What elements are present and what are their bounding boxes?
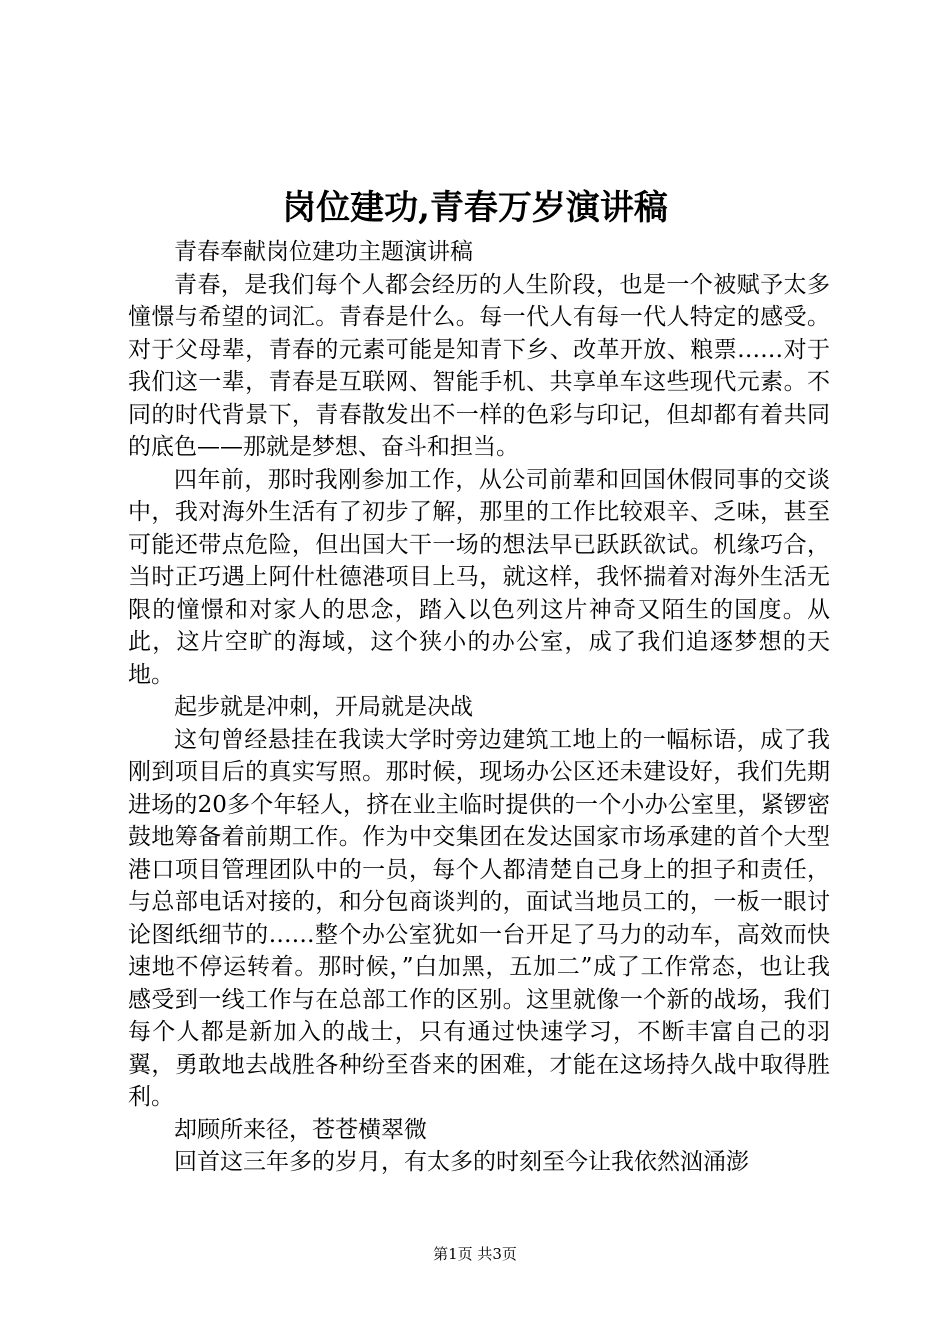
body-paragraph: 这句曾经悬挂在我读大学时旁边建筑工地上的一幅标语，成了我刚到项目后的真实写照。那时候，现场办公区还未建设好，我们先期进场的20多个年轻人，挤在业主临时提供的一个小办公室里，紧锣密鼓地筹备着前期工作。作为中交集团在发达国家市场承建的首个大型港口项目管理团队中的一员，每个人都清楚自己身上的担子和责任，与总部电话对接的，和分包商谈判的，面试当地员工的，一板一眼讨论图纸细节的……整个办公室犹如一台开足了马力的动车，高效而快速地不停运转着。那时候，”白加黑，五加二”成了工作常态，也让我感受到一线工作与在总部工作的区别。这里就像一个新的战场，我们每个人都是新加入的战士，只有通过快速学习，不断丰富自己的羽翼，勇敢地去战胜各种纷至沓来的困难，才能在这场持久战中取得胜利。 [128,726,830,1110]
body-paragraph: 青春，是我们每个人都会经历的人生阶段，也是一个被赋予太多憧憬与希望的词汇。青春是什么。每一代人有每一代人特定的感受。对于父母辈，青春的元素可能是知青下乡、改革开放、粮票……对于我们这一辈，青春是互联网、智能手机、共享单车这些现代元素。不同的时代背景下，青春散发出不一样的色彩与印记，但却都有着共同的底色——那就是梦想、奋斗和担当。 [128,271,830,460]
body-paragraph: 回首这三年多的岁月，有太多的时刻至今让我依然汹涌澎 [174,1149,749,1175]
document-title: 岗位建功,青春万岁演讲稿 [282,188,668,228]
section-heading: 却顾所来径，苍苍横翠微 [174,1116,427,1143]
page-footer: 第1页 共3页 [433,1245,517,1263]
body-paragraph: 四年前，那时我刚参加工作，从公司前辈和回国休假同事的交谈中，我对海外生活有了初步了解，那里的工作比较艰辛、乏味，甚至可能还带点危险，但出国大干一场的想法早已跃跃欲试。机缘巧合，当时正巧遇上阿什杜德港项目上马，就这样，我怀揣着对海外生活无限的憧憬和对家人的思念，踏入以色列这片神奇又陌生的国度。从此，这片空旷的海域，这个狭小的办公室，成了我们追逐梦想的天地。 [128,466,830,688]
section-heading: 起步就是冲刺，开局就是决战 [174,694,473,720]
document-body [128,236,830,1179]
subtitle-paragraph: 青春奉献岗位建功主题演讲稿 [174,239,473,265]
